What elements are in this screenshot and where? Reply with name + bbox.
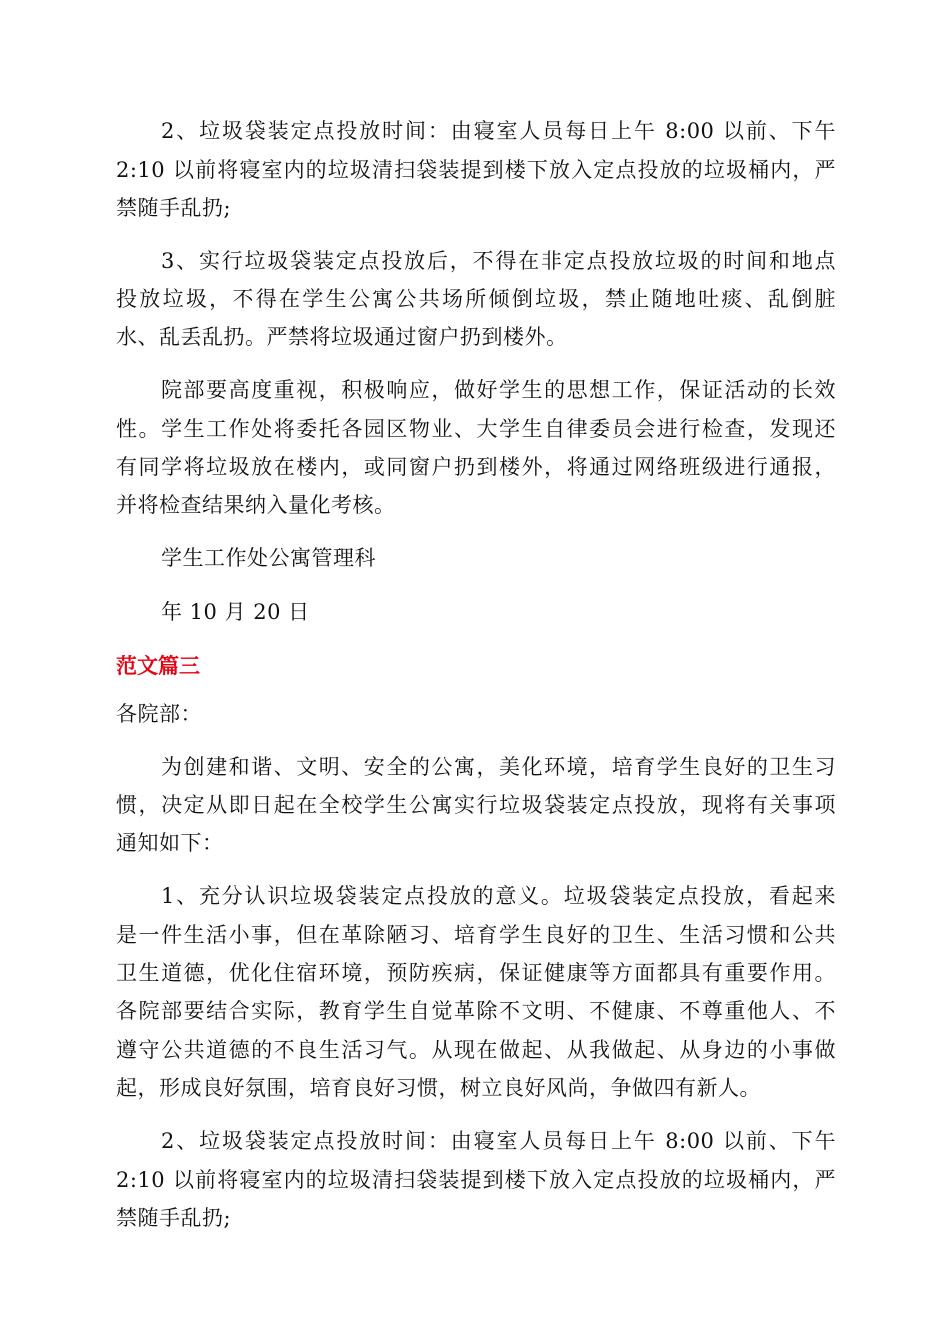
paragraph-line: 各院部要结合实际，教育学生自觉革除不文明、不健康、不尊重他人、不 [116, 999, 836, 1023]
paragraph-line: 投放垃圾，不得在学生公寓公共场所倾倒垃圾，禁止随地吐痰、乱倒脏 [116, 287, 836, 311]
signature: 学生工作处公寓管理科 [161, 546, 376, 570]
date: 年 10 月 20 日 [161, 600, 310, 624]
paragraph-line: 起，形成良好氛围，培育良好习惯，树立良好风尚，争做四有新人。 [116, 1076, 761, 1100]
paragraph-line: 2:10 以前将寝室内的垃圾清扫袋装提到楼下放入定点投放的垃圾桶内，严 [116, 1168, 836, 1192]
paragraph-line: 并将检查结果纳入量化考核。 [116, 493, 396, 517]
paragraph-line: 2、垃圾袋装定点投放时间：由寝室人员每日上午 8:00 以前、下午 [161, 119, 836, 143]
paragraph-line: 性。学生工作处将委托各园区物业、大学生自律委员会进行检查，发现还 [116, 417, 836, 441]
salutation: 各院部： [116, 702, 202, 726]
paragraph-line: 惯，决定从即日起在全校学生公寓实行垃圾袋装定点投放，现将有关事项 [116, 793, 836, 817]
paragraph-line: 水、乱丢乱扔。严禁将垃圾通过窗户扔到楼外。 [116, 325, 568, 349]
paragraph-line: 是一件生活小事，但在革除陋习、培育学生良好的卫生、生活习惯和公共 [116, 923, 836, 947]
paragraph-line: 院部要高度重视，积极响应，做好学生的思想工作，保证活动的长效 [161, 378, 836, 402]
paragraph-line: 有同学将垃圾放在楼内，或同窗户扔到楼外，将通过网络班级进行通报， [116, 455, 836, 479]
paragraph-line: 1、充分认识垃圾袋装定点投放的意义。垃圾袋装定点投放，看起来 [161, 884, 836, 908]
paragraph-line: 3、实行垃圾袋装定点投放后，不得在非定点投放垃圾的时间和地点 [161, 249, 836, 273]
paragraph-line: 卫生道德，优化住宿环境，预防疾病，保证健康等方面都具有重要作用。 [116, 961, 836, 985]
paragraph-line: 2:10 以前将寝室内的垃圾清扫袋装提到楼下放入定点投放的垃圾桶内，严 [116, 158, 836, 182]
paragraph-line: 为创建和谐、文明、安全的公寓，美化环境，培育学生良好的卫生习 [161, 755, 836, 779]
paragraph-line: 禁随手乱扔; [116, 196, 232, 220]
paragraph-line: 遵守公共道德的不良生活习气。从现在做起、从我做起、从身边的小事做 [116, 1038, 836, 1062]
paragraph-line: 2、垃圾袋装定点投放时间：由寝室人员每日上午 8:00 以前、下午 [161, 1129, 836, 1153]
paragraph-line: 禁随手乱扔; [116, 1206, 232, 1230]
section-heading: 范文篇三 [116, 654, 200, 678]
paragraph-line: 通知如下： [116, 831, 224, 855]
